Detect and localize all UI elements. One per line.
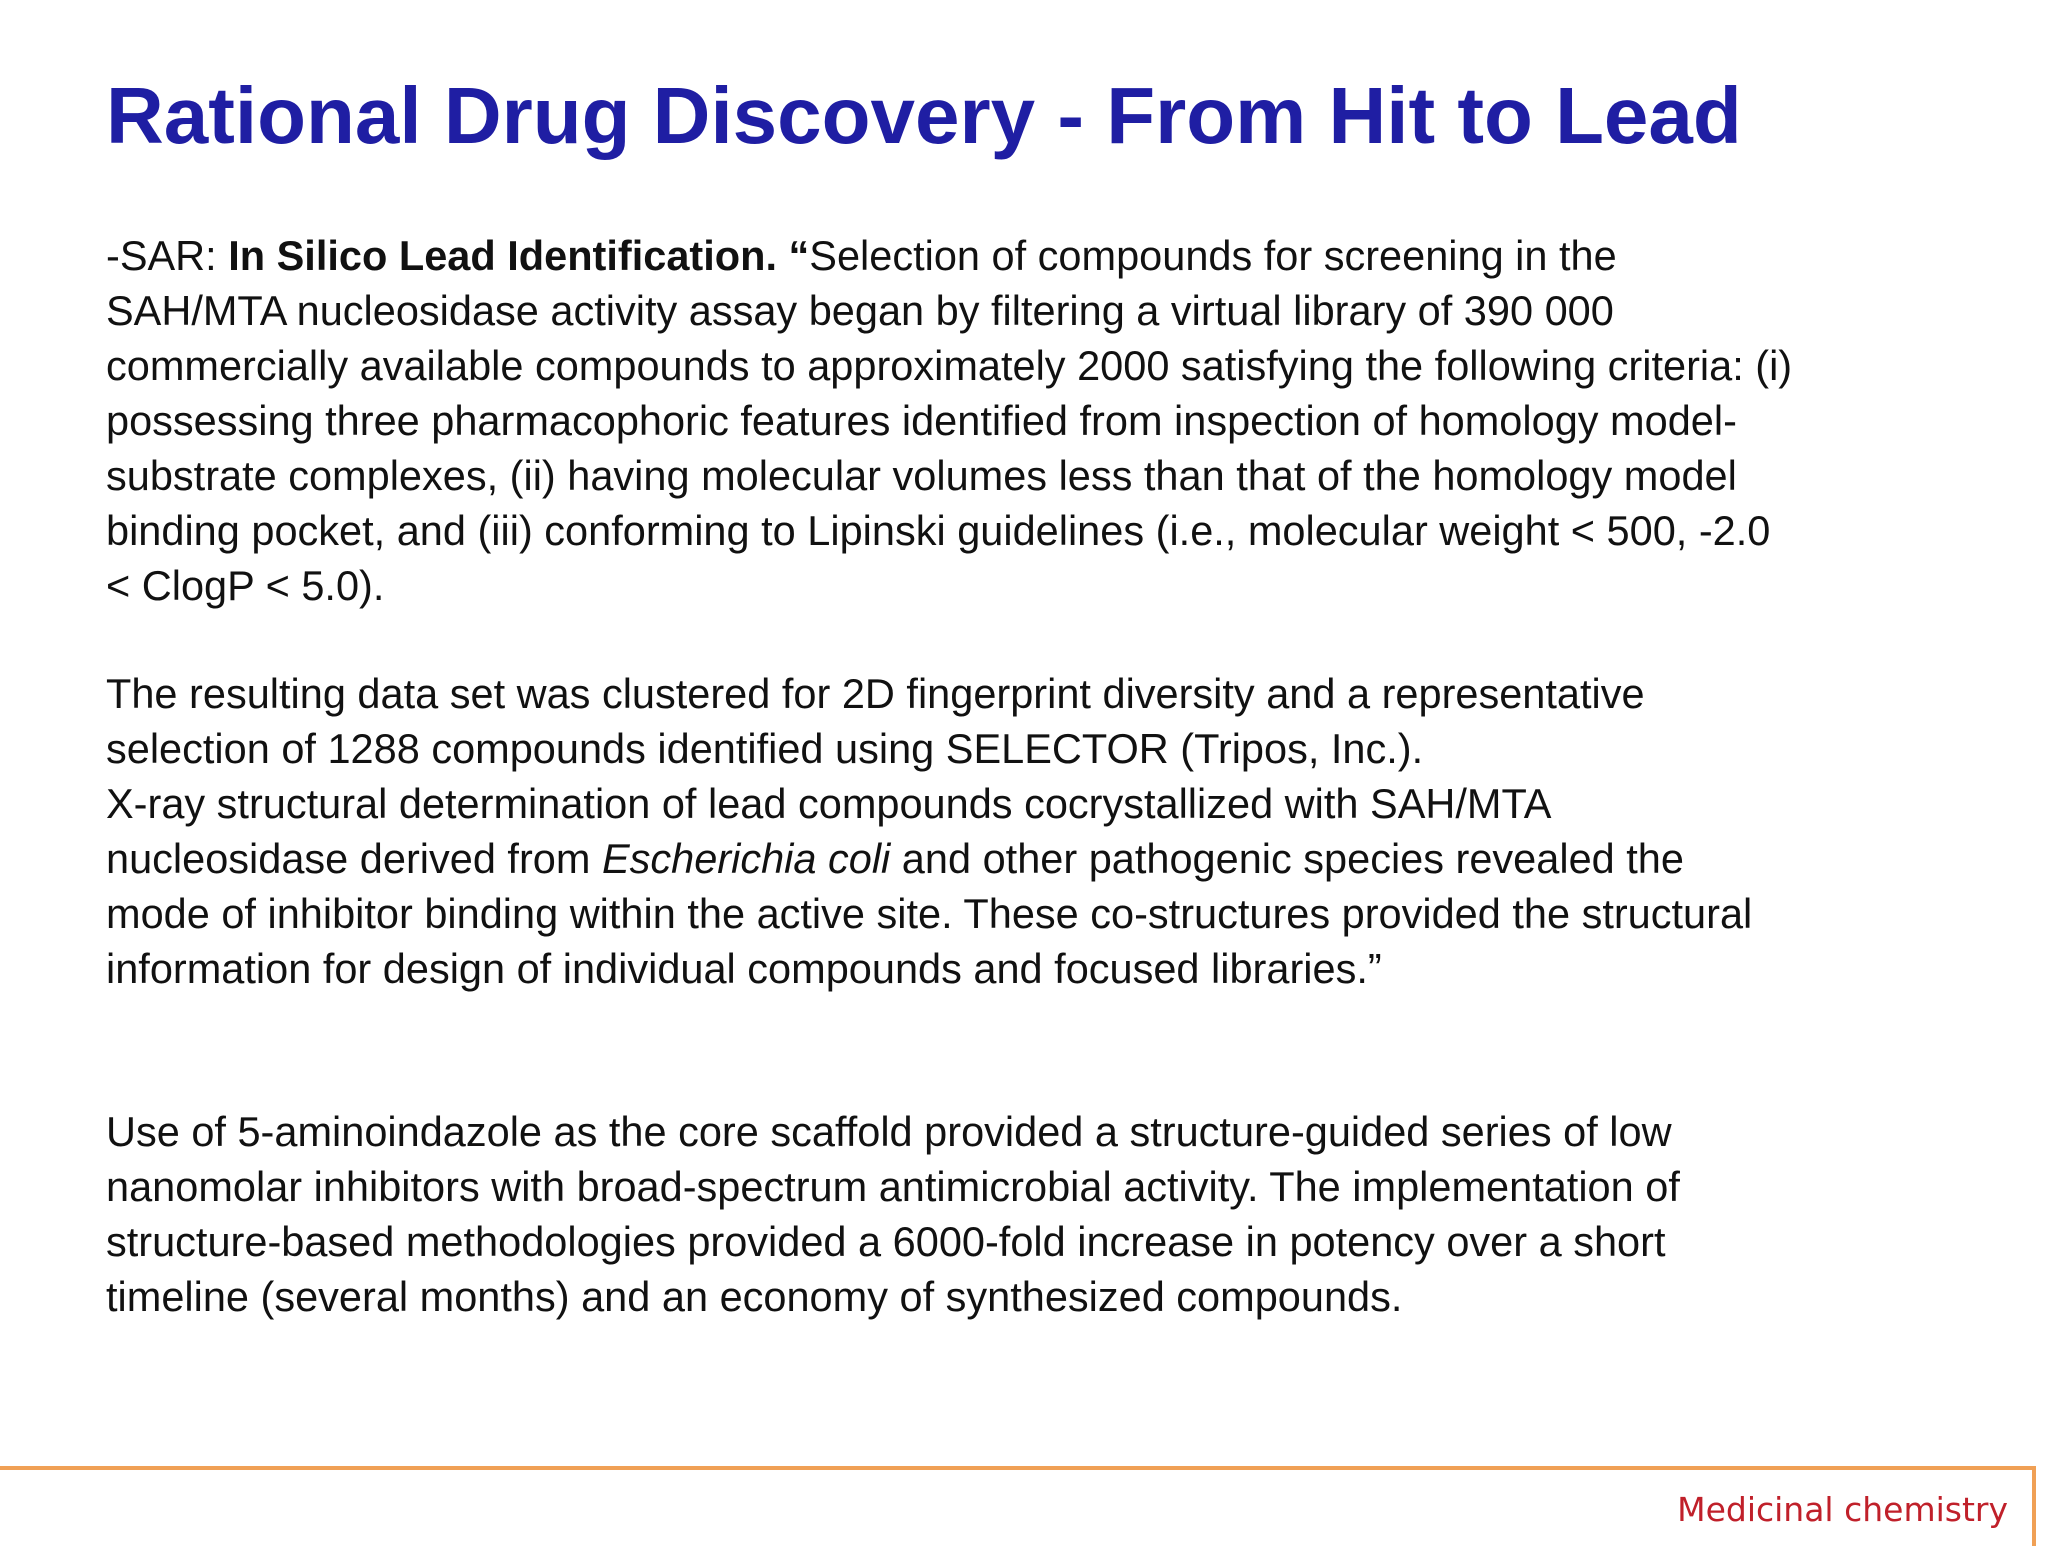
paragraph-dataset-clustering <box>106 666 2006 996</box>
footer-bar <box>0 1466 2036 1546</box>
text-line <box>106 831 2006 886</box>
text-line: timeline (several months) and an economy of synthesized compounds. <box>106 1273 1403 1320</box>
text-segment: nucleosidase derived from <box>106 835 602 882</box>
text-line: selection of 1288 compounds identified using SELECTOR (Tripos, Inc.). <box>106 725 1424 772</box>
paragraph-aminoindazole-scaffold <box>106 1104 2006 1324</box>
species-name-italic: Escherichia coli <box>601 835 891 882</box>
text-line: binding pocket, and (iii) conforming to Lipinski guidelines (i.e., molecular weight < 500, -2.0 <box>106 507 1771 554</box>
text-line: structure-based methodologies provided a 6000-fold increase in potency over a short <box>106 1218 1666 1265</box>
text-line: SAH/MTA nucleosidase activity assay began by filtering a virtual library of 390 000 <box>106 287 1614 334</box>
text-line: The resulting data set was clustered for 2D fingerprint diversity and a representative <box>106 670 1645 717</box>
text-segment: and other pathogenic species revealed the <box>890 835 1684 882</box>
text-line <box>106 228 2006 283</box>
paragraph-sar-lead-identification <box>106 228 2006 613</box>
text-line: mode of inhibitor binding within the active site. These co-structures provided the structural <box>106 890 1753 937</box>
text-line: nanomolar inhibitors with broad-spectrum antimicrobial activity. The implementation of <box>106 1163 1680 1210</box>
text-line: < ClogP < 5.0). <box>106 562 385 609</box>
text-line: information for design of individual compounds and focused libraries.” <box>106 945 1382 992</box>
sar-prefix: -SAR: <box>106 232 229 279</box>
bold-lead-heading: In Silico Lead Identification. <box>228 232 789 279</box>
text-line: X-ray structural determination of lead compounds cocrystallized with SAH/MTA <box>106 780 1552 827</box>
footer-label: Medicinal chemistry <box>1677 1490 2008 1529</box>
text-line: substrate complexes, (ii) having molecular volumes less than that of the homology model <box>106 452 1737 499</box>
slide-title: Rational Drug Discovery - From Hit to Lead <box>106 71 1742 160</box>
text-line: Use of 5-aminoindazole as the core scaffold provided a structure-guided series of low <box>106 1108 1672 1155</box>
text-line: possessing three pharmacophoric features identified from inspection of homology model- <box>106 397 1737 444</box>
text-segment: Selection of compounds for screening in the <box>809 232 1617 279</box>
text-line: commercially available compounds to approximately 2000 satisfying the following criteria: (i) <box>106 342 1793 389</box>
open-quote: “ <box>788 232 810 279</box>
